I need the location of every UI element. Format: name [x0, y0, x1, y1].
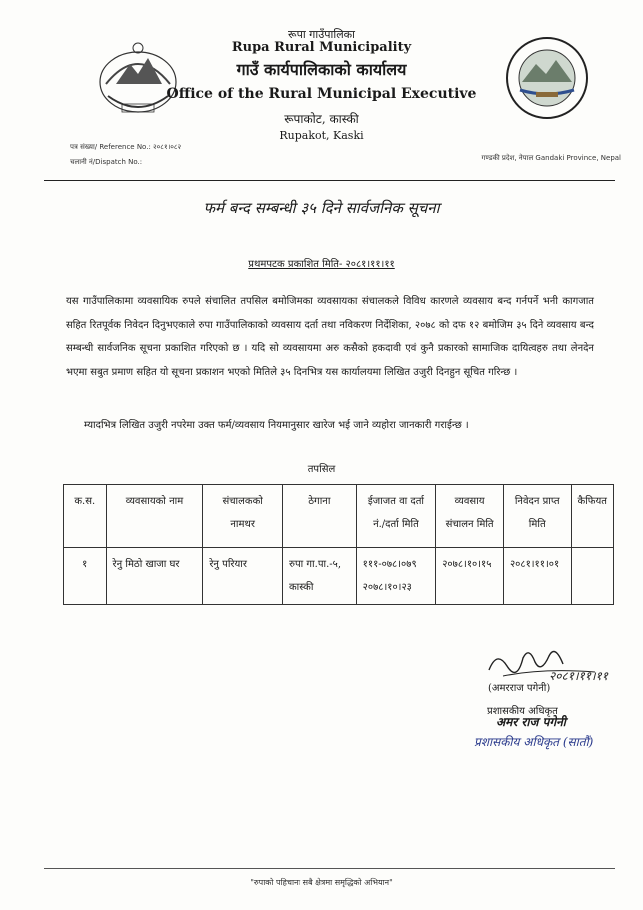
reference-number: पत्र संख्या/ Reference No.: २०८१।०८२ [70, 143, 182, 151]
business-table [63, 484, 614, 605]
col-operation-date: व्यवसाय संचालन मिति [436, 485, 504, 548]
notice-paragraph-2: म्यादभित्र लिखित उजुरी नपरेमा उक्त फर्म/व्यवसाय नियमानुसार खारेज भई जाने व्यहोरा जानकारी गराईन्छ । [84, 420, 469, 431]
table-caption: तपसिल [307, 464, 336, 475]
notice-paragraph-1: यस गाउँपालिकामा व्यवसायिक रुपले संचालित तपसिल बमोजिमका व्यवसायका संचालकले विविध कारणले व्यवसाय बन्द गर्नपर्ने भनी कागजात सहित रितपूर्वक निवेदन दिनुभएकाले रुपा गाउँपालिकाको व्यवसाय दर्ता तथा नविकरण निर्देशिका, २०७८ को दफ १२ बमोजिम ३५ दिने व्यवसाय बन्द सम्बन्धी सार्वजनिक सूचना प्रकाशित गरिएको छ । यदि सो व्यवसायमा अरु कसैको हकदावी एवं कुनै प्रकारको सामाजिक दायित्वहरु तथा लेनदेन भएमा सबुत प्रमाण सहित यो सूचना प्रकाशन भएको मितिले ३५ दिनभित्र यस कार्यालयमा लिखित उजुरी दिनहुन सूचित गरिन्छ । [66, 296, 594, 378]
table-row [64, 548, 614, 605]
cell-business-name: रेनु मिठो खाजा घर [106, 548, 203, 605]
signatory-title: प्रशासकीय अधिकृत [487, 706, 558, 717]
cell-serial: १ [64, 548, 107, 605]
cell-operation-date: २०७८।१०।१५ [436, 548, 504, 605]
cell-address: रुपा गा.पा.-५, कास्की [283, 548, 357, 605]
municipality-name-np: रूपा गाउँपालिका [288, 28, 355, 41]
province-label: गण्डकी प्रदेश, नेपाल Gandaki Province, Nepal [481, 154, 621, 162]
office-name-en: Office of the Rural Municipal Executive [166, 86, 477, 102]
publication-date: प्रथमपटक प्रकाशित मिति- २०८१।११।११ [248, 259, 395, 270]
dispatch-number: चलानी नं/Dispatch No.: [70, 158, 143, 166]
cell-operator: रेनु परियार [203, 548, 283, 605]
place-en: Rupakot, Kaski [279, 129, 364, 142]
footer-divider [44, 868, 615, 869]
cell-application-date: २०८१।११।०१ [503, 548, 571, 605]
col-remarks: कैफियत [571, 485, 613, 548]
header-divider [44, 180, 615, 181]
signatory-name: (अमरराज पगेनी) [488, 683, 551, 694]
footer-slogan: "रुपाको पहिचानः सबै क्षेत्रमा समृद्धिको अभियान" [250, 878, 393, 887]
municipality-name-en: Rupa Rural Municipality [231, 40, 412, 55]
handwritten-signature [483, 636, 609, 686]
col-address: ठेगाना [283, 485, 357, 548]
notice-title: फर्म बन्द सम्बन्धी ३५ दिने सार्वजनिक सूचना [203, 199, 440, 217]
col-business-name: व्यवसायको नाम [106, 485, 203, 548]
col-serial: क.स. [64, 485, 107, 548]
signature-date: २०८१।११।११ [549, 669, 609, 683]
cell-registration: १११-०७८।०७९ २०७८।१०।२३ [356, 548, 436, 605]
col-registration: ईजाजत वा दर्ता नं./दर्ता मिति [356, 485, 436, 548]
place-np: रूपाकोट, कास्की [284, 112, 359, 126]
cell-remarks [571, 548, 613, 605]
col-operator: संचालकको नामथर [203, 485, 283, 548]
col-application-date: निवेदन प्राप्त मिति [503, 485, 571, 548]
table-header-row [64, 485, 614, 548]
stamp-title: प्रशासकीय अधिकृत (सातौं) [474, 735, 594, 749]
stamp-name: अमर राज पगेनी [496, 715, 566, 729]
office-name-np: गाउँ कार्यपालिकाको कार्यालय [236, 60, 407, 79]
